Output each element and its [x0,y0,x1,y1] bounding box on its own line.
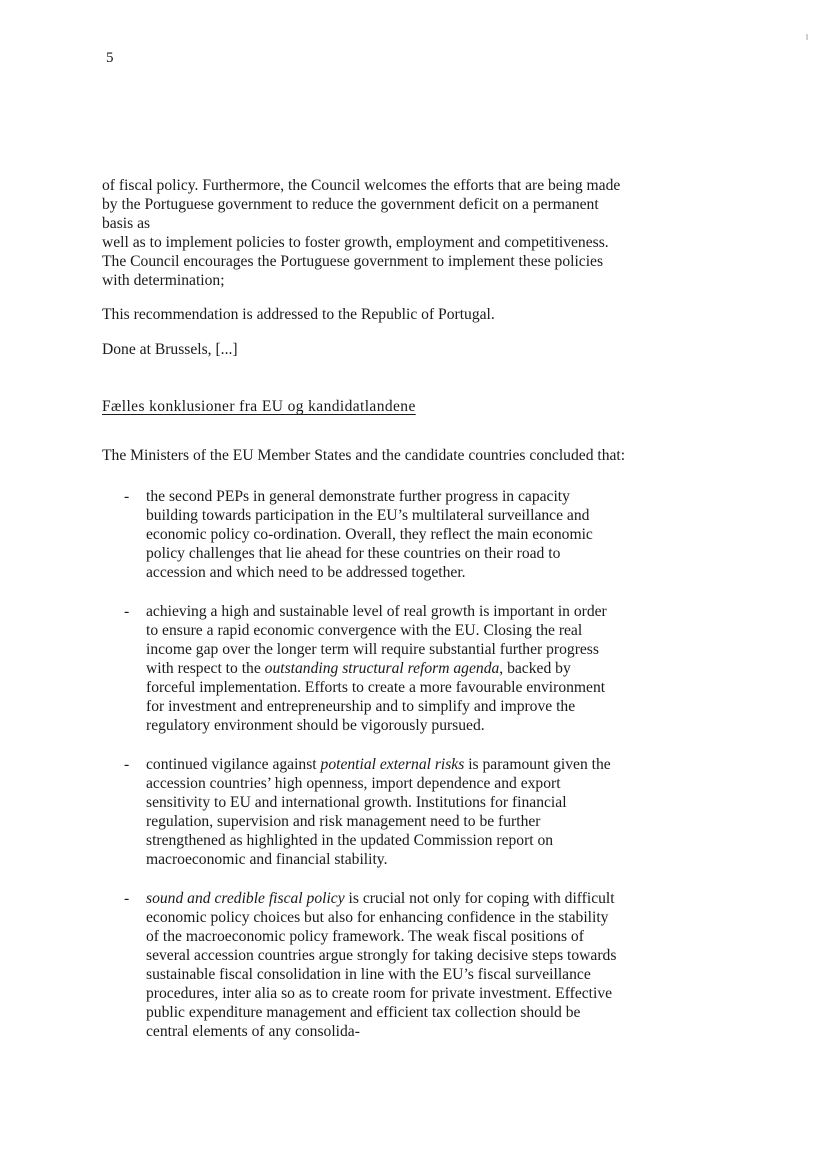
list-item [102,487,621,582]
list-item [102,889,621,1041]
emphasis-text: sound and credible fiscal policy [146,890,345,907]
bullet-dash: - [124,488,130,505]
document-body [102,176,632,1061]
list-item [102,755,621,869]
paragraph-fiscal-policy: of fiscal policy. Furthermore, the Council welcomes the efforts that are being made by the Portuguese government to reduce the government deficit on a permanent basis as [102,177,621,232]
bullet-dash: - [124,603,130,620]
bullet-dash: - [124,756,130,773]
emphasis-text: outstanding structural reform agenda [264,660,500,677]
conclusions-list [102,487,632,1041]
scan-artifact [806,34,808,40]
bullet-text: the second PEPs in general demonstrate further progress in capacity building towards participation in the EU’s multilateral surveillance and economic policy co-ordination. Overall, they reflect the main economic policy challenges that lie ahead for these countries on their road to accession and which need to be addressed together. [146,488,593,581]
bullet-text: sound and credible fiscal policy is crucial not only for coping with difficult economic policy choices but also for enhancing confidence in the stability of the macroeconomic policy framework. The weak fiscal positions of several accession countries argue strongly for taking decisive steps towards sustainable fiscal consolidation in line with the EU’s fiscal surveillance procedures, inter alia so as to create room for private investment. Effective public expenditure management and efficient tax collection should be central elements of any consolida- [146,890,617,1040]
paragraph-recommendation: This recommendation is addressed to the Republic of Portugal. [102,306,495,323]
paragraph-done-at: Done at Brussels, [...] [102,341,238,358]
bullet-text: achieving a high and sustainable level of real growth is important in order to ensure a rapid economic convergence with the EU. Closing the real income gap over the longer term will require substantial further progress with respect to the outstanding structural reform agenda, backed by forceful implementation. Efforts to create a more favourable environment for investment and entrepreneurship and to simplify and improve the regulatory environment should be vigorously pursued. [146,603,607,734]
bullet-dash: - [124,890,130,907]
page-number: 5 [106,50,114,66]
bullet-text: continued vigilance against potential external risks is paramount given the accession countries’ high openness, import dependence and export sensitivity to EU and international growth. Institutions for financial regulation, supervision and risk management need to be further strengthened as highlighted in the updated Commission report on macroeconomic and financial stability. [146,756,611,868]
emphasis-text: potential external risks [320,756,465,773]
intro-paragraph: The Ministers of the EU Member States and the candidate countries concluded that: [102,447,626,464]
paragraph-growth-policies: well as to implement policies to foster growth, employment and competitiveness. The Council encourages the Portuguese government to implement these policies with determination; [102,234,609,289]
list-item [102,602,621,735]
section-heading: Fælles konklusioner fra EU og kandidatlandene [102,398,416,415]
